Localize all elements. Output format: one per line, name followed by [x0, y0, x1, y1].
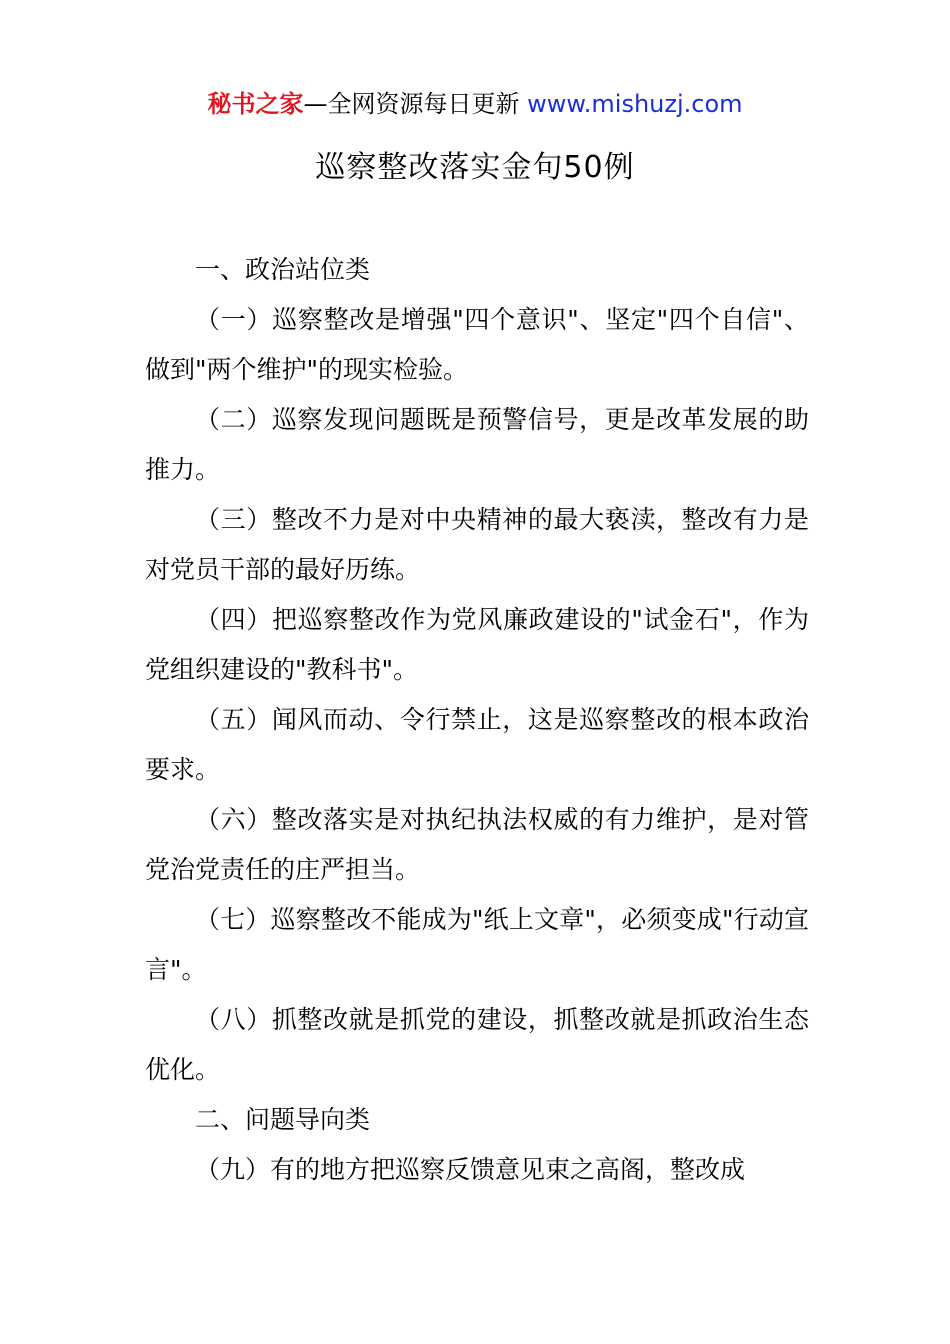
brand-name: 秘书之家 [207, 90, 304, 118]
paragraph: （八）抓整改就是抓党的建设，抓整改就是抓政治生态优化。 [145, 1005, 809, 1084]
paragraph: （九）有的地方把巡察反馈意见束之高阁，整改成 [195, 1155, 746, 1184]
section-heading: 二、问题导向类 [195, 1105, 371, 1134]
paragraph: （二）巡察发现问题既是预警信号，更是改革发展的助推力。 [145, 405, 809, 484]
site-url-link[interactable]: www.mishuzj.com [527, 90, 743, 118]
paragraph: （三）整改不力是对中央精神的最大亵渎，整改有力是对党员干部的最好历练。 [145, 505, 809, 584]
section-heading: 一、政治站位类 [195, 255, 371, 284]
site-header [0, 86, 950, 122]
header-tagline: —全网资源每日更新 [303, 90, 528, 118]
paragraph: （一）巡察整改是增强"四个意识"、坚定"四个自信"、做到"两个维护"的现实检验。 [145, 305, 809, 384]
paragraph: （四）把巡察整改作为党风廉政建设的"试金石"，作为党组织建设的"教科书"。 [145, 605, 809, 684]
paragraph: （五）闻风而动、令行禁止，这是巡察整改的根本政治要求。 [145, 705, 809, 784]
paragraph: （六）整改落实是对执纪执法权威的有力维护，是对管党治党责任的庄严担当。 [145, 805, 809, 884]
document-body [145, 245, 809, 1195]
document-title: 巡察整改落实金句50例 [315, 150, 635, 185]
paragraph: （七）巡察整改不能成为"纸上文章"，必须变成"行动宣言"。 [145, 905, 809, 984]
